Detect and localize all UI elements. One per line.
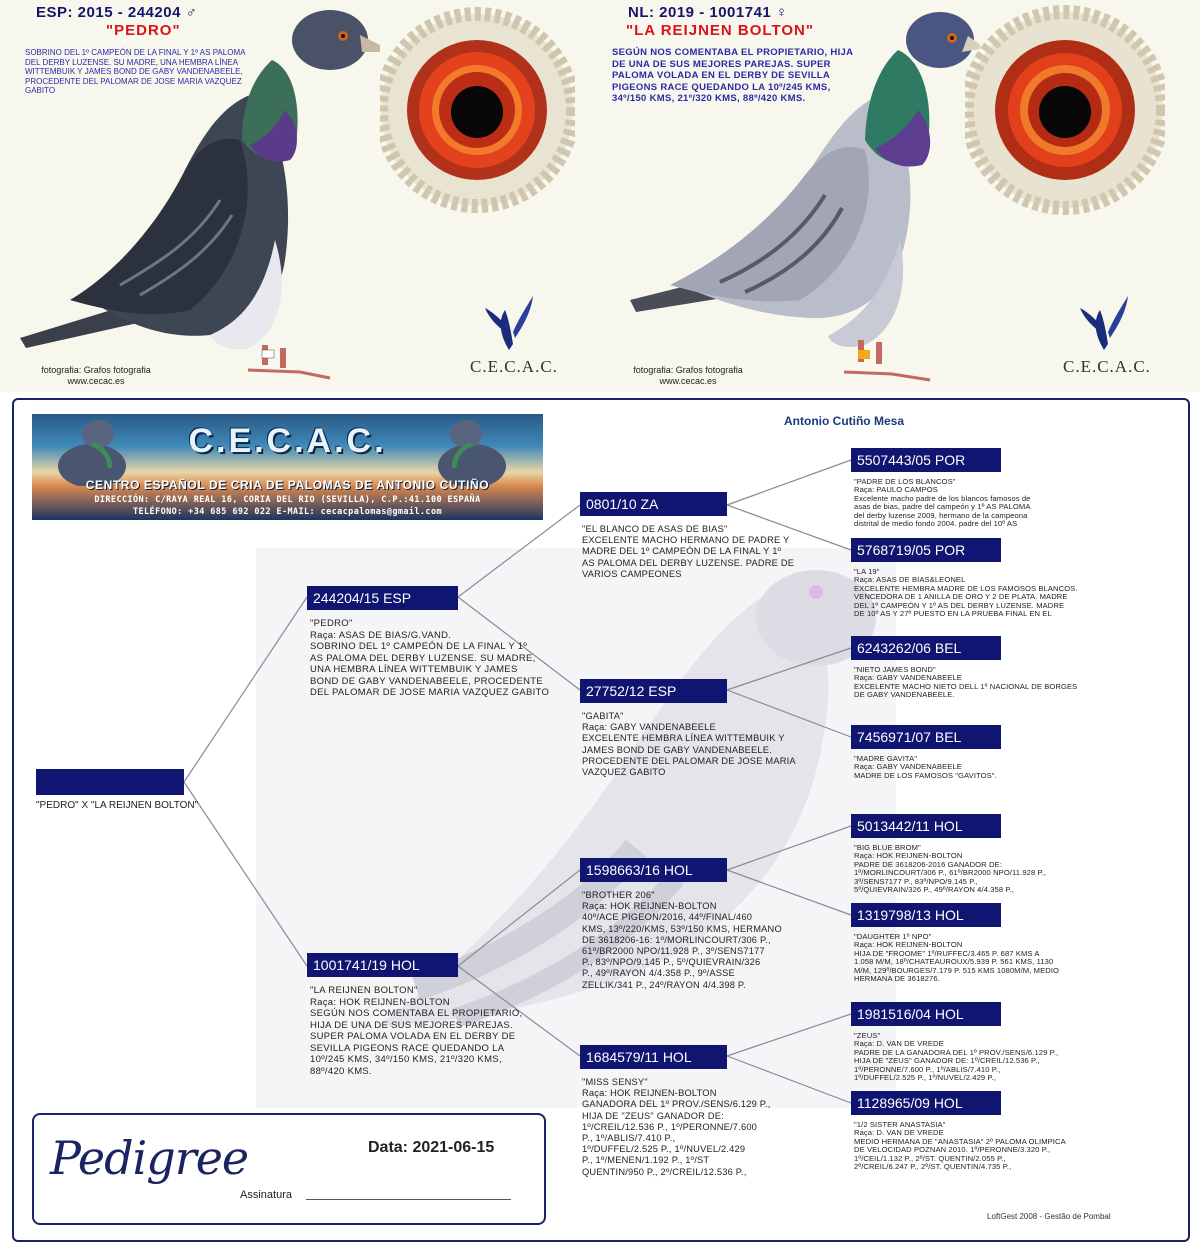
gen3-2-line: P., 49º/RAYON 4/4.358 P., 9º/ASSE [582, 968, 735, 979]
gen4-6-ring-box: 1981516/04 HOL [851, 1002, 1001, 1026]
left-photo-credit-text: fotografia: Grafos fotografia [41, 365, 151, 375]
sire-line: Raça: ASAS DE BIAS/G.VAND. [310, 629, 452, 641]
right-pigeon-description: SEGÚN NOS COMENTABA EL PROPIETARIO, HIJA DE UNA DE SUS MEJORES PAREJAS. SUPER PALOMA VOLADA EN EL DERBY DE SEVILLA PIGEONS RACE QUEDANDO LA 10º/245 KMS, 34º/150 KMS, 21º/320 KMS, 88º/420 KMS. [612, 47, 853, 104]
gen3-0-line: MADRE DEL 1º CAMPEÓN DE LA FINAL Y 1º [582, 546, 782, 557]
gen4-5-line: Raça: HOK REIJNEN-BOLTON [854, 940, 963, 950]
gen3-3-line: 1º/CREIL/12.536 P., 1º/PERONNE/7.600 [582, 1121, 758, 1132]
gen3-1-ring-box: 27752/12 ESP [580, 679, 727, 703]
gen4-1-line: "LA 19" [854, 567, 880, 576]
gen3-2-line: P., 83º/NPO/9.145 P., 5º/QUIEVRAIN/326 [582, 957, 761, 968]
gen4-7-line: 1º/CEIL/1.132 P., 2º/ST. QUENTIN/2.055 P., [854, 1153, 1006, 1163]
sire-line: SOBRINO DEL 1º CAMPEÓN DE LA FINAL Y 1º [310, 641, 528, 652]
banner-subtitle: CENTRO ESPAÑOL DE CRIA DE PALOMAS DE ANTONIO CUTIÑO [85, 478, 490, 492]
right-photo-credit [628, 365, 748, 387]
gen4-0-line: asas de bias, padre del campeón y 1º AS PALOMA [854, 502, 1031, 512]
sire-line: DEL PALOMAR DE JOSE MARIA VAZQUEZ GABITO [310, 687, 550, 698]
gen4-5-details [854, 933, 1164, 983]
gen4-3-ring-box: 7456971/07 BEL [851, 725, 1001, 749]
left-photo-credit [36, 365, 156, 387]
sire-line: BOND DE GABY VANDENABEELE, PROCEDENTE [310, 675, 543, 687]
sire-line: AS PALOMA DEL DERBY LUZENSE. SU MADRE, [310, 652, 536, 664]
gen4-7-details [854, 1121, 1164, 1171]
gen3-0-line: "EL BLANCO DE ASAS DE BIAS" [582, 524, 728, 534]
dam-line: "LA REIJNEN BOLTON" [310, 985, 418, 996]
gen4-6-line: "ZEUS" [854, 1031, 881, 1040]
gen4-1-line: DE 10º AS Y 27º PUESTO EN LA PRUEBA FINAL EN EL [854, 609, 1052, 619]
left-ring-title: ESP: 2015 - 244204 ♂ [36, 4, 198, 21]
gen4-5-line: HIJA DE "FROOME" 1º/RUFFEC/3.465 P. 687 KMS A [854, 948, 1040, 958]
gen4-5-line: M/M, 129º/BOURGES/7.179 P. 515 KMS 1080M/M, MEDIO [854, 965, 1060, 975]
banner-contact: TELÉFONO: +34 685 692 022 E-MAIL: cecacpalomas@gmail.com [133, 507, 442, 517]
right-ring-title: NL: 2019 - 1001741 ♀ [628, 4, 788, 21]
gen3-3-line: Raça: HOK REIJNEN-BOLTON [582, 1088, 717, 1099]
left-eye-illustration [380, 0, 575, 220]
dam-line: 10º/245 KMS, 34º/150 KMS, 21º/320 KMS, [310, 1054, 502, 1065]
gen4-2-line: "NIETO JAMES BOND" [854, 665, 936, 674]
gen3-1-details [582, 711, 848, 778]
gen4-2-ring-box: 6243262/06 BEL [851, 636, 1001, 660]
right-cecac-dove-icon [1078, 292, 1130, 352]
banner-address: DIRECCIÓN: C/RAYA REAL 16, CORIA DEL RIO (SEVILLA), C.P.:41.100 ESPAÑA [94, 495, 481, 505]
gen4-1-line: VENCEDORA DE 1 ANILLA DE ORO Y 2 DE PLATA. MADRE [854, 592, 1068, 602]
dam-line: Raça: HOK REIJNEN-BOLTON [310, 996, 450, 1008]
gen3-1-line: PROCEDENTE DEL PALOMAR DE JOSE MARIA [582, 755, 796, 766]
cecac-banner [32, 414, 543, 520]
gen4-7-line: 2º/CREIL/6.247 P., 2º/ST. QUENTIN/4.735 P., [854, 1162, 1012, 1172]
gen4-0-line: distrital de medio fondo 2004. padre del 10º AS [854, 519, 1018, 529]
sire-ring-box: 244204/15 ESP [307, 586, 458, 610]
sire-details [310, 618, 580, 699]
gen4-5-ring-box: 1319798/13 HOL [851, 903, 1001, 927]
gen4-4-details [854, 844, 1164, 894]
gen3-0-line: VARIOS CAMPEONES [582, 568, 682, 579]
gen3-2-line: 61º/BR2000 NPO/11.928 P., 3º/SENS7177 [582, 946, 765, 957]
gen4-2-line: DE GABY VANDENABEELE. [854, 690, 955, 700]
left-cecac-logo-text: C.E.C.A.C. [470, 357, 558, 376]
gen4-2-line: EXCELENTE MACHO NIETO DELL 1º NACIONAL DE BORGES [854, 681, 1078, 691]
owner-name: Antonio Cutiño Mesa [784, 414, 904, 428]
right-pigeon-name: "LA REIJNEN BOLTON" [626, 22, 814, 39]
gen4-1-line: Raça: ASAS DE BIAS&LEONEL [854, 575, 966, 585]
gen4-0-line: Excelente macho padre de los blancos famosos de [854, 493, 1031, 503]
gen3-3-line: P., 1º/MENEN/1.192 P., 1º/ST [582, 1155, 710, 1166]
signature-label: Assinatura [240, 1189, 292, 1201]
gen3-2-details [582, 890, 848, 991]
gen4-1-details [854, 568, 1164, 618]
gen3-1-line: JAMES BOND DE GABY VANDENABEELE. [582, 744, 772, 755]
gen3-1-line: EXCELENTE HEMBRA LÍNEA WITTEMBUIK Y [582, 733, 785, 744]
gen3-0-details [582, 524, 848, 580]
gen4-5-line: HERMANA DE 3618276. [854, 974, 940, 984]
gen4-4-line: "BIG BLUE BROM" [854, 843, 921, 852]
gen4-5-line: "DAUGHTER 1º NPO" [854, 932, 932, 941]
dam-ring-box: 1001741/19 HOL [307, 953, 458, 977]
left-photo-site: www.cecac.es [67, 376, 125, 386]
left-pigeon-name: "PEDRO" [106, 22, 181, 39]
gen4-4-line: Raça: HOK REIJNEN-BOLTON [854, 851, 963, 861]
gen3-3-line: 1º/DUFFEL/2.525 P., 1º/NUVEL/2.429 [582, 1144, 746, 1155]
pedigree-footer-box [32, 1113, 546, 1225]
gen4-6-details [854, 1032, 1164, 1082]
gen4-3-line: Raça: GABY VANDENABEELE [854, 762, 962, 772]
left-pigeon-illustration [10, 0, 380, 392]
gen4-4-line: 5º/QUIEVRAIN/326 P., 49º/RAYON 4/4.358 P., [854, 885, 1015, 895]
right-eye-illustration [965, 0, 1165, 220]
right-photo-site: www.cecac.es [659, 376, 717, 386]
gen4-3-line: "MADRE GAVITA" [854, 754, 918, 763]
gen4-2-details [854, 666, 1164, 700]
gen3-3-line: P., 1º/ABLIS/7.410 P., [582, 1133, 676, 1144]
gen3-2-line: ZELLIK/341 P., 24º/RAYON 4/4.398 P. [582, 979, 746, 990]
right-pigeon-illustration [600, 0, 980, 392]
subject-box [36, 769, 184, 795]
gen3-2-ring-box: 1598663/16 HOL [580, 858, 727, 882]
gen3-2-line: 40º/ACE PIGEON/2016, 44º/FINAL/460 [582, 912, 753, 923]
pedigree-panel [12, 398, 1190, 1242]
gen4-3-line: MADRE DE LOS FAMOSOS "GAVITOS". [854, 770, 997, 780]
gen4-1-line: EXCELENTE HEMBRA MADRE DE LOS FAMOSOS BLANCOS. [854, 583, 1078, 593]
sire-line: UNA HEMBRA LÍNEA WITTEMBUIK Y JAMES [310, 664, 518, 675]
gen3-1-line: Raça: GABY VANDENABEELE [582, 722, 716, 733]
sire-line: "PEDRO" [310, 618, 353, 629]
gen4-4-line: 1º/MORLINCOURT/306 P., 61º/BR2000 NPO/11.928 P., [854, 868, 1047, 878]
gen3-3-line: GANADORA DEL 1º PROV./SENS/6.129 P., [582, 1099, 771, 1110]
gen3-0-ring-box: 0801/10 ZA [580, 492, 727, 516]
gen4-0-line: Raça: PAULO CAMPOS [854, 485, 938, 495]
gen4-6-line: HIJA DE "ZEUS" GANADOR DE: 1º/CREIL/12.536 P., [854, 1056, 1040, 1066]
dam-line: SUPER PALOMA VOLADA EN EL DERBY DE [310, 1031, 516, 1042]
left-pigeon-description: SOBRINO DEL 1º CAMPEÓN DE LA FINAL Y 1º AS PALOMA DEL DERBY LUZENSE. SU MADRE, UNA HEMBRA LÍNEA WITTEMBUIK Y JAMES BOND DE GABY VANDENABEELE, PROCEDENTE DEL PALOMAR DE JOSE MARIA VAZQUEZ GABITO [25, 48, 245, 95]
gen4-0-ring-box: 5507443/05 POR [851, 448, 1001, 472]
dam-line: HIJA DE UNA DE SUS MEJORES PAREJAS. [310, 1019, 514, 1031]
gen4-7-line: Raça: D. VAN DE VREDE [854, 1128, 944, 1138]
gen4-4-ring-box: 5013442/11 HOL [851, 814, 1001, 838]
dam-line: SEVILLA PIGEONS RACE QUEDANDO LA [310, 1042, 505, 1054]
gen4-6-line: 1º/PERONNE/7.600 P., 1º/ABLIS/7.410 P., [854, 1064, 1001, 1074]
gen4-4-line: PADRE DE 3618206-2016 GANADOR DE: [854, 859, 1002, 869]
dam-details [310, 985, 580, 1077]
gen4-0-line: "PADRE DE LOS BLANCOS" [854, 477, 956, 486]
signature-line[interactable] [306, 1199, 511, 1200]
gen4-6-line: PADRE DE LA GANADORA DEL 1º PROV./SENS/6.129 P., [854, 1047, 1059, 1057]
gen3-2-line: "BROTHER 206" [582, 890, 655, 900]
gen4-0-line: del derby luzense 2009, hermano de la campeona [854, 510, 1028, 520]
gen3-2-line: DE 3618206-16: 1º/MORLINCOURT/306 P., [582, 934, 771, 945]
gen3-0-line: EXCELENTE MACHO HERMANO DE PADRE Y [582, 535, 790, 546]
right-photo-credit-text: fotografia: Grafos fotografia [633, 365, 743, 375]
gen3-3-details [582, 1077, 848, 1178]
gen4-5-line: 1.058 M/M, 18º/CHATEAUROUX/5.939 P. 561 KMS, 1130 [854, 957, 1054, 967]
gen4-7-ring-box: 1128965/09 HOL [851, 1091, 1001, 1115]
gen3-1-line: VAZQUEZ GABITO [582, 767, 666, 778]
gen3-3-ring-box: 1684579/11 HOL [580, 1045, 727, 1069]
gen4-0-details [854, 478, 1154, 528]
gen4-7-line: MEDIO HERMANA DE "ANASTASIA" 2º PALOMA OLIMPICA [854, 1136, 1066, 1146]
gen4-6-line: Raça: D. VAN DE VREDE [854, 1039, 944, 1049]
gen4-4-line: 3º/SENS7177 P., 83º/NPO/9.145 P., [854, 876, 978, 886]
gen3-3-line: HIJA DE "ZEUS" GANADOR DE: [582, 1110, 724, 1121]
gen4-2-line: Raça: GABY VANDENABEELE [854, 673, 962, 683]
gen4-1-ring-box: 5768719/05 POR [851, 538, 1001, 562]
photo-header [0, 0, 1200, 392]
gen4-6-line: 1º/DUFFEL/2.525 P., 1º/NUVEL/2.429 P., [854, 1073, 997, 1083]
left-cecac-dove-icon [483, 292, 535, 352]
gen3-1-line: "GABITA" [582, 711, 624, 721]
gen4-7-line: DE VELOCIDAD POZNAN 2010. 1º/PERONNE/3.320 P., [854, 1145, 1051, 1155]
gen3-3-line: QUENTIN/950 P., 2º/CREIL/12.536 P., [582, 1166, 747, 1177]
gen3-3-line: "MISS SENSY" [582, 1077, 648, 1087]
banner-title: C.E.C.A.C. [188, 422, 387, 460]
gen4-7-line: "1/2 SISTER ANASTASIA" [854, 1120, 946, 1129]
right-cecac-logo-text: C.E.C.A.C. [1063, 357, 1151, 376]
gen4-3-details [854, 755, 1164, 780]
pedigree-wordmark: Pedigree [50, 1131, 249, 1185]
software-credits: LoftGest 2008 - Gestão de Pombal [987, 1212, 1111, 1221]
dam-line: 88º/420 KMS. [310, 1065, 372, 1077]
gen3-2-line: KMS, 13º/220/KMS, 53º/150 KMS, HERMANO [582, 923, 782, 934]
gen4-1-line: DEL 1º CAMPEÓN Y 1º AS DEL DERBY LUZENSE. MADRE [854, 600, 1065, 610]
subject-label: "PEDRO" X "LA REIJNEN BOLTON" [36, 800, 199, 811]
gen3-0-line: AS PALOMA DEL DERBY LUZENSE. PADRE DE [582, 557, 795, 568]
pedigree-date: Data: 2021-06-15 [368, 1139, 495, 1156]
gen3-2-line: Raça: HOK REIJNEN-BOLTON [582, 901, 717, 912]
dam-line: SEGÚN NOS COMENTABA EL PROPIETARIO, [310, 1008, 523, 1019]
